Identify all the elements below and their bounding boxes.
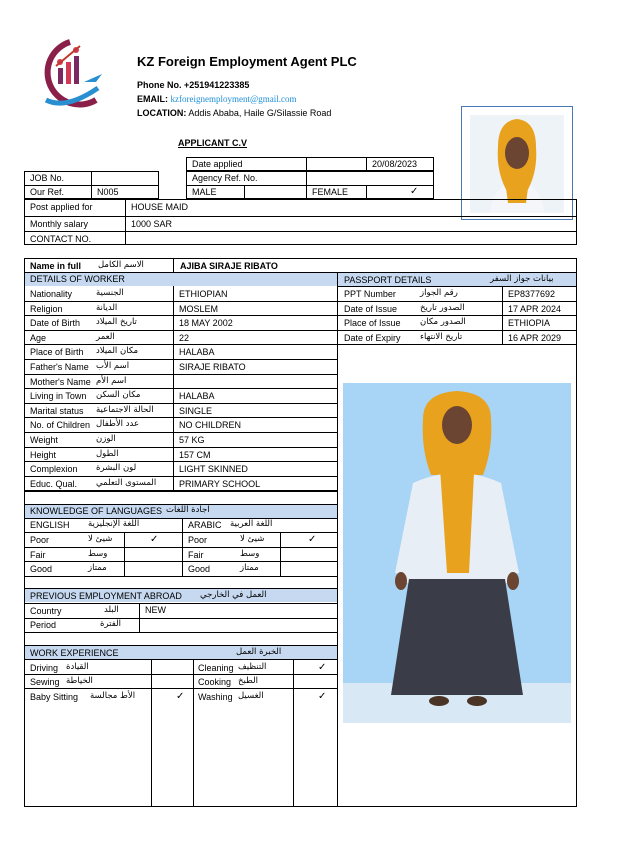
work-right-label-ar: التنظيف xyxy=(238,662,267,672)
arabic-level-label-ar: شيئ لا xyxy=(240,534,265,544)
detail-row-line xyxy=(24,432,337,433)
english-level-label-ar: وسط xyxy=(88,549,108,559)
detail-label-ar: الديانة xyxy=(96,303,118,313)
detail-value: NO CHILDREN xyxy=(179,420,242,430)
detail-row-line xyxy=(24,359,337,360)
detail-label: Place of Birth xyxy=(30,347,84,357)
passport-label: Date of Issue xyxy=(344,304,398,314)
work-left-label: Baby Sitting xyxy=(30,692,79,702)
country-label: Country xyxy=(30,606,62,616)
detail-value: HALABA xyxy=(179,391,215,401)
detail-label: Weight xyxy=(30,435,58,445)
arabic-level-label: Fair xyxy=(188,550,204,560)
detail-label-ar: مكان السكن xyxy=(96,390,141,400)
doc-title: APPLICANT C.V xyxy=(178,138,248,148)
detail-label-ar: الحالة الاجتماعية xyxy=(96,405,154,415)
detail-value: LIGHT SKINNED xyxy=(179,464,248,474)
detail-label: Mother's Name xyxy=(30,377,91,387)
company-email xyxy=(137,94,297,105)
detail-label: Date of Birth xyxy=(30,318,81,328)
detail-row-line xyxy=(24,344,337,345)
post-table xyxy=(24,199,577,245)
arabic-level-label-ar: ممتاز xyxy=(240,563,259,573)
work-left-label: Driving xyxy=(30,663,59,673)
passport-label-ar: الصدور مكان xyxy=(420,317,466,327)
work-right-check-icon: ✓ xyxy=(318,662,327,673)
female-check-icon: ✓ xyxy=(410,186,419,197)
arabic-poor-check-icon: ✓ xyxy=(308,534,317,545)
english-level-label: Poor xyxy=(30,535,50,545)
english-level-label: Fair xyxy=(30,550,46,560)
location-value: Addis Ababa, Haile G/Silassie Road xyxy=(188,108,332,118)
work-right-check-icon: ✓ xyxy=(318,691,327,702)
detail-row-line xyxy=(24,301,337,302)
detail-label-ar: عدد الأطفال xyxy=(96,419,140,429)
detail-value: ETHIOPIAN xyxy=(179,289,228,299)
detail-label: Father's Name xyxy=(30,362,89,372)
arabic-level-label: Good xyxy=(188,564,211,574)
post-value: HOUSE MAID xyxy=(131,202,189,212)
name-label: Name in full xyxy=(30,261,82,271)
arabic-level-label-ar: وسط xyxy=(240,549,260,559)
passport-value: 16 APR 2029 xyxy=(508,333,562,343)
passport-label: Date of Expiry xyxy=(344,333,401,343)
passport-row-line xyxy=(337,301,577,302)
date-applied-label: Date applied xyxy=(192,159,243,169)
arabic-label: ARABIC xyxy=(188,520,222,530)
phone-value: +251941223385 xyxy=(184,80,250,90)
detail-value: HALABA xyxy=(179,347,215,357)
detail-label: Marital status xyxy=(30,406,84,416)
date-applied-value: 20/08/2023 xyxy=(372,159,418,169)
detail-label: Nationality xyxy=(30,289,73,299)
passport-label: Place of Issue xyxy=(344,318,401,328)
detail-label-ar: العمر xyxy=(96,332,115,342)
detail-label: Complexion xyxy=(30,464,78,474)
passport-value: ETHIOPIA xyxy=(508,318,551,328)
english-level-label: Good xyxy=(30,564,53,574)
detail-label-ar: لون البشرة xyxy=(96,463,137,473)
post-label: Post applied for xyxy=(30,202,93,212)
contact-label: CONTACT NO. xyxy=(30,234,92,244)
detail-label: No. of Children xyxy=(30,420,91,430)
detail-row-line xyxy=(24,374,337,375)
detail-label: Height xyxy=(30,450,57,460)
detail-label-ar: المستوى التعلمي xyxy=(96,478,157,488)
detail-label: Educ. Qual. xyxy=(30,479,78,489)
passport-label-ar: رقم الجواز xyxy=(420,288,458,298)
detail-value: 22 xyxy=(179,333,190,343)
passport-label-ar: الصدور تاريخ xyxy=(420,303,465,313)
passport-row-line xyxy=(337,344,577,345)
name-value: AJIBA SIRAJE RIBATO xyxy=(180,261,278,271)
passport-value: EP8377692 xyxy=(508,289,556,299)
our-ref-label: Our Ref. xyxy=(30,187,65,197)
detail-value: MOSLEM xyxy=(179,304,219,314)
passport-header: PASSPORT DETAILS xyxy=(344,275,432,285)
detail-label: Religion xyxy=(30,304,63,314)
work-header: WORK EXPERIENCE xyxy=(30,648,119,658)
passport-header-ar: بيانات جواز السفر xyxy=(490,274,554,284)
detail-row-line xyxy=(24,330,337,331)
detail-value: 57 KG xyxy=(179,435,205,445)
detail-label-ar: اسم الأب xyxy=(96,361,130,371)
detail-label-ar: اسم الأم xyxy=(96,376,127,386)
detail-row-line xyxy=(24,388,337,389)
lang-row-line xyxy=(24,532,337,533)
work-left-label-ar: الخياطة xyxy=(66,676,93,686)
english-poor-check-icon: ✓ xyxy=(150,534,159,545)
job-no-label: JOB No. xyxy=(30,173,65,183)
english-label: ENGLISH xyxy=(30,520,70,530)
detail-row-line xyxy=(24,417,337,418)
company-logo xyxy=(36,38,104,118)
passport-label: PPT Number xyxy=(344,289,396,299)
period-label-ar: الفترة xyxy=(100,619,121,629)
lang-row-line xyxy=(24,547,337,548)
work-right-label: Cleaning xyxy=(198,663,234,673)
work-header-ar: الخبرة العمل xyxy=(236,647,282,657)
passport-value: 17 APR 2024 xyxy=(508,304,562,314)
lang-row-line xyxy=(24,561,337,562)
detail-row-line xyxy=(24,476,337,477)
our-ref-value: N005 xyxy=(97,187,119,197)
country-value: NEW xyxy=(145,605,166,615)
location-label: LOCATION: xyxy=(137,108,187,118)
country-label-ar: البلد xyxy=(104,605,119,615)
work-right-label-ar: الغسيل xyxy=(238,691,264,701)
detail-value: 157 CM xyxy=(179,450,211,460)
email-label: EMAIL: xyxy=(137,94,168,104)
salary-value: 1000 SAR xyxy=(131,219,173,229)
work-right-label: Cooking xyxy=(198,677,232,687)
detail-label-ar: مكان الميلاد xyxy=(96,346,139,356)
company-name: KZ Foreign Employment Agent PLC xyxy=(137,54,357,69)
detail-value: SIRAJE RIBATO xyxy=(179,362,246,372)
detail-label-ar: الجنسية xyxy=(96,288,124,298)
detail-row-line xyxy=(24,461,337,462)
agency-ref-label: Agency Ref. No. xyxy=(192,173,258,183)
detail-label: Age xyxy=(30,333,47,343)
company-phone xyxy=(137,80,249,91)
arabic-level-label: Poor xyxy=(188,535,208,545)
detail-value: 18 MAY 2002 xyxy=(179,318,233,328)
english-label-ar: اللغة الإنجليزية xyxy=(88,519,140,529)
work-left-check-icon: ✓ xyxy=(176,691,185,702)
work-right-label-ar: الطبخ xyxy=(238,676,258,686)
english-level-label-ar: ممتاز xyxy=(88,563,107,573)
detail-label: Living in Town xyxy=(30,391,87,401)
phone-label: Phone No. xyxy=(137,80,182,90)
work-left-label-ar: الأط مجالسة xyxy=(90,691,136,701)
languages-header-ar: اجادة اللغات xyxy=(166,505,210,515)
previous-header-ar: العمل في الخارجي xyxy=(200,590,267,600)
detail-value: SINGLE xyxy=(179,406,213,416)
detail-row-line xyxy=(24,447,337,448)
languages-header: KNOWLEDGE OF LANGUAGES xyxy=(30,506,163,516)
detail-label-ar: تاريخ الميلاد xyxy=(96,317,137,327)
details-header: DETAILS OF WORKER xyxy=(30,274,125,284)
detail-value: PRIMARY SCHOOL xyxy=(179,479,261,489)
work-left-label-ar: القيادة xyxy=(66,662,89,672)
english-level-label-ar: شيئ لا xyxy=(88,534,113,544)
work-right-label: Washing xyxy=(198,692,233,702)
male-label: MALE xyxy=(192,187,217,197)
female-label: FEMALE xyxy=(312,187,349,197)
work-left-label: Sewing xyxy=(30,677,60,687)
name-label-ar: الاسم الكامل xyxy=(98,260,144,270)
detail-row-line xyxy=(24,403,337,404)
full-body-photo xyxy=(343,383,571,723)
email-link[interactable]: kzforeignemployment@gmail.com xyxy=(170,94,297,104)
company-location xyxy=(137,108,331,119)
previous-header: PREVIOUS EMPLOYMENT ABROAD xyxy=(30,591,182,601)
detail-label-ar: الوزن xyxy=(96,434,116,444)
detail-label-ar: الطول xyxy=(96,449,119,459)
salary-label: Monthly salary xyxy=(30,219,89,229)
passport-label-ar: تاريخ الانتهاء xyxy=(420,332,463,342)
period-label: Period xyxy=(30,620,57,630)
passport-row-line xyxy=(337,330,577,331)
arabic-label-ar: اللغة العربية xyxy=(230,519,273,529)
detail-row-line xyxy=(24,315,337,316)
passport-row-line xyxy=(337,315,577,316)
